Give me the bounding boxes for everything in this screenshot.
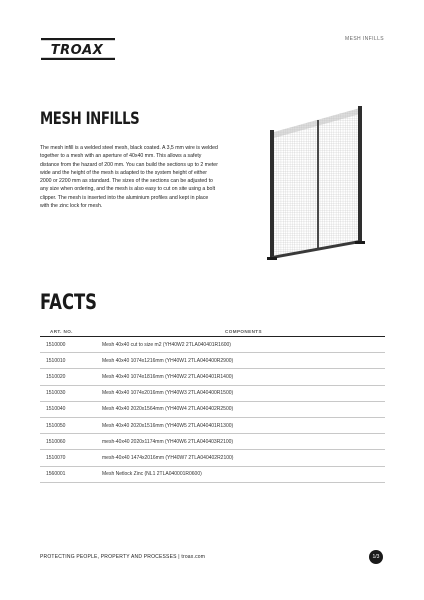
footer-website-link[interactable]: troax.com [181, 554, 206, 560]
mesh-panel-image [260, 102, 378, 262]
facts-table-header [40, 326, 385, 337]
header-reference: MESH INFILLS [345, 36, 384, 42]
component-cell: Mesh 40x40 cut to size m2 (YH40W2 2TLA040401R1600) [102, 337, 385, 353]
table-row [40, 385, 385, 401]
table-row [40, 434, 385, 450]
component-cell: mesh-40x40 1474x2016mm (YH40W7 2TLA040402R2100) [102, 450, 385, 466]
footer-separator: | [178, 554, 180, 560]
table-row [40, 337, 385, 353]
art-no-cell: 1510070 [40, 450, 102, 466]
table-row [40, 450, 385, 466]
facts-heading: FACTS [40, 290, 97, 314]
component-cell: Mesh 40x40 1074x1216mm (YH40W1 2TLA040400R2900) [102, 353, 385, 369]
component-cell: mesh-40x40 2020x1174mm (YH40W6 2TLA040403R2100) [102, 434, 385, 450]
art-no-cell: 1510040 [40, 401, 102, 417]
column-header-components: COMPONENTS [102, 326, 385, 337]
art-no-cell: 1510000 [40, 337, 102, 353]
table-row [40, 401, 385, 417]
component-cell: Mesh 40x40 2020x1516mm (YH40W5 2TLA040401R1300) [102, 417, 385, 433]
footer-tagline: PROTECTING PEOPLE, PROPERTY AND PROCESSES [40, 554, 177, 560]
table-row [40, 353, 385, 369]
art-no-cell: 1510010 [40, 353, 102, 369]
art-no-cell: 1510060 [40, 434, 102, 450]
facts-table [40, 326, 385, 483]
art-no-cell: 1510020 [40, 369, 102, 385]
component-cell: Mesh 40x40 1074x2016mm (YH40W3 2TLA040400R1500) [102, 385, 385, 401]
table-row [40, 466, 385, 482]
component-cell: Mesh Netlock Zinc (NL1 2TLA040001R0600) [102, 466, 385, 482]
footer [40, 554, 205, 560]
page-number-badge: 1/3 [369, 550, 383, 564]
column-header-art-no: ART. NO. [40, 326, 102, 337]
component-cell: Mesh 40x40 1074x1816mm (YH40W2 2TLA040401R1400) [102, 369, 385, 385]
art-no-cell: 1510050 [40, 417, 102, 433]
table-row [40, 369, 385, 385]
art-no-cell: 1510030 [40, 385, 102, 401]
section-title: MESH INFILLS [40, 109, 140, 129]
section-description: The mesh infill is a welded steel mesh, black coated. A 3,5 mm wire is welded together to a mesh with an aperture of 40x40 mm. This allows a safety distance from the hazard of 200 mm. You can build the sections up to 2 meter wide and the height of the mesh is adapted to the system height of either 2000 or 2200 mm as standard. The sizes of the sections can be adjusted to any size when ordering, and the mesh is also easy to cut on site using a bolt clipper. The mesh is inserted into the aluminium profiles and kept in place with the zinc lock for mesh. [40, 145, 218, 210]
art-no-cell: 1560001 [40, 466, 102, 482]
table-row [40, 417, 385, 433]
component-cell: Mesh 40x40 2020x1564mm (YH40W4 2TLA040402R2500) [102, 401, 385, 417]
logo-text: TROAX [50, 43, 104, 58]
troax-logo [41, 38, 115, 60]
